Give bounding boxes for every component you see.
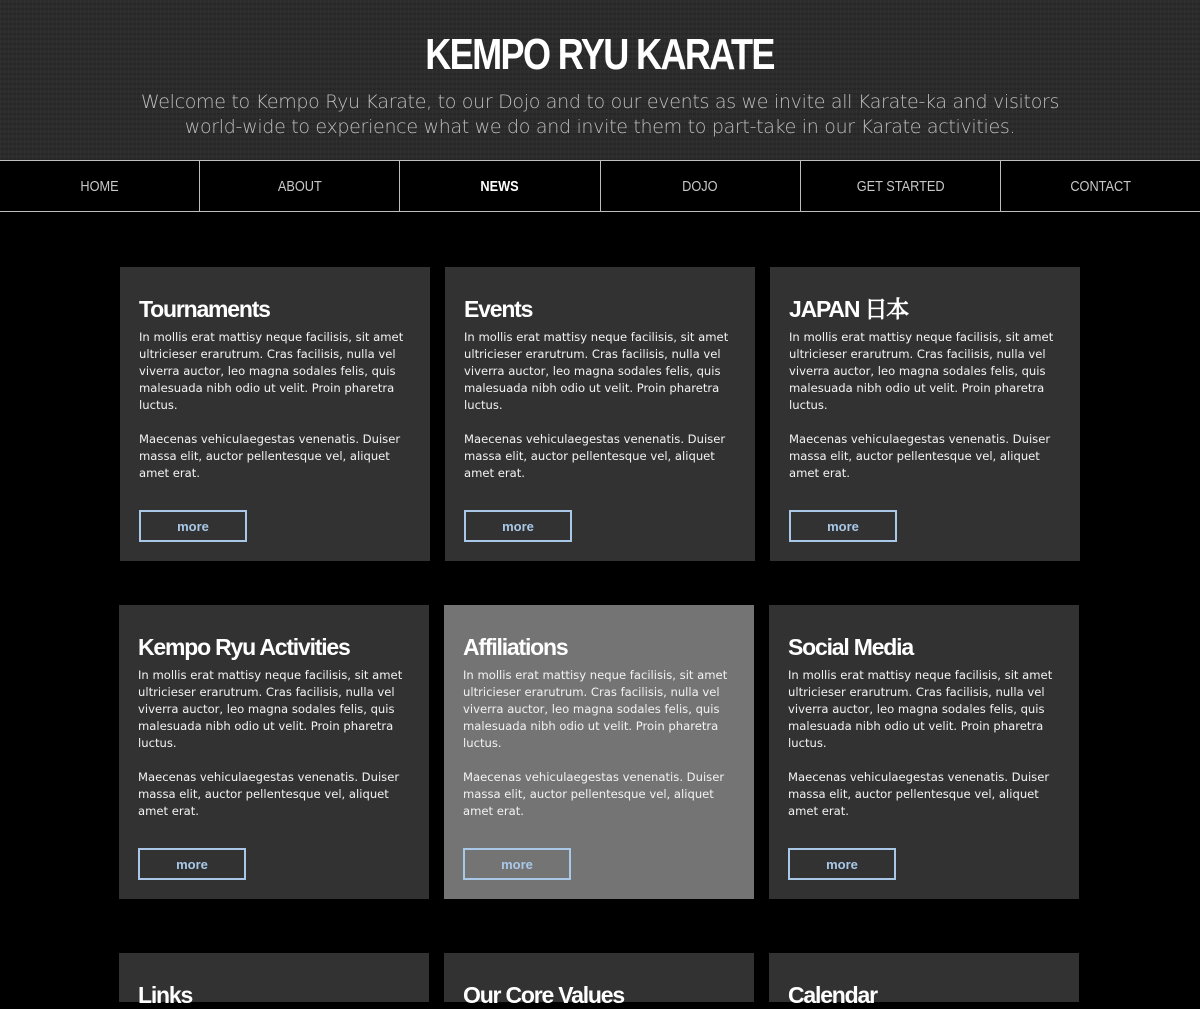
card-text: Maecenas vehiculaegestas venenatis. Duiser massa elit, auctor pellentesque vel, aliquet amet erat. xyxy=(789,432,1051,480)
card-title: Calendar xyxy=(788,982,877,1008)
nav-item-label: GET STARTED xyxy=(856,177,945,195)
nav-item-label: NEWS xyxy=(480,177,520,195)
card-text: In mollis erat mattisy neque facilisis, sit amet ultricieser erarutrum. Cras facilisis, nulla vel viverra auctor, leo magna sodales felis, quis malesuada nibh odio ut velit. Proin pharetra luctus. xyxy=(789,330,1054,412)
more-button[interactable]: more xyxy=(139,510,247,542)
main-nav xyxy=(0,160,1200,212)
card-grid xyxy=(0,212,1200,1008)
nav-item-label: CONTACT xyxy=(1070,177,1131,195)
card-links xyxy=(119,953,429,1008)
card-text: Maecenas vehiculaegestas venenatis. Duiser massa elit, auctor pellentesque vel, aliquet amet erat. xyxy=(138,770,400,818)
nav-item-news[interactable] xyxy=(400,161,600,211)
card-text: Maecenas vehiculaegestas venenatis. Duiser massa elit, auctor pellentesque vel, aliquet amet erat. xyxy=(463,770,725,818)
card-title: Links xyxy=(138,982,193,1008)
card-tournaments xyxy=(120,267,430,561)
nav-item-label: ABOUT xyxy=(277,177,322,195)
more-button[interactable]: more xyxy=(463,848,571,880)
card-text: In mollis erat mattisy neque facilisis, sit amet ultricieser erarutrum. Cras facilisis, nulla vel viverra auctor, leo magna sodales felis, quis malesuada nibh odio ut velit. Proin pharetra luctus. xyxy=(464,330,729,412)
nav-item-label: DOJO xyxy=(682,177,718,195)
card-text: In mollis erat mattisy neque facilisis, sit amet ultricieser erarutrum. Cras facilisis, nulla vel viverra auctor, leo magna sodales felis, quis malesuada nibh odio ut velit. Proin pharetra luctus. xyxy=(463,668,728,750)
card-title: JAPAN 日本 xyxy=(789,296,909,322)
site-title: KEMPO RYU KARATE xyxy=(425,30,775,79)
nav-item-dojo[interactable] xyxy=(601,161,801,211)
card-text: Maecenas vehiculaegestas venenatis. Duiser massa elit, auctor pellentesque vel, aliquet amet erat. xyxy=(788,770,1050,818)
site-tagline: Welcome to Kempo Ryu Karate, to our Dojo and to our events as we invite all Karate-ka and visitors world-wide to experience what we do and invite them to part-take in our Karate activities. xyxy=(140,91,1060,138)
nav-item-home[interactable] xyxy=(0,161,200,211)
card-social-media xyxy=(769,605,1079,899)
card-our-core-values xyxy=(444,953,754,1008)
card-title: Tournaments xyxy=(139,296,270,322)
card-affiliations xyxy=(444,605,754,899)
card-kempo-ryu-activities xyxy=(119,605,429,899)
card-title: Affiliations xyxy=(463,634,568,660)
nav-item-get-started[interactable] xyxy=(801,161,1001,211)
more-button[interactable]: more xyxy=(464,510,572,542)
card-text: In mollis erat mattisy neque facilisis, sit amet ultricieser erarutrum. Cras facilisis, nulla vel viverra auctor, leo magna sodales felis, quis malesuada nibh odio ut velit. Proin pharetra luctus. xyxy=(138,668,403,750)
card-text: In mollis erat mattisy neque facilisis, sit amet ultricieser erarutrum. Cras facilisis, nulla vel viverra auctor, leo magna sodales felis, quis malesuada nibh odio ut velit. Proin pharetra luctus. xyxy=(788,668,1053,750)
nav-item-contact[interactable] xyxy=(1001,161,1200,211)
card-title: Our Core Values xyxy=(463,982,624,1008)
nav-item-about[interactable] xyxy=(200,161,400,211)
card-japan xyxy=(770,267,1080,561)
card-title: Events xyxy=(464,296,533,322)
more-button[interactable]: more xyxy=(789,510,897,542)
more-button[interactable]: more xyxy=(138,848,246,880)
nav-item-label: HOME xyxy=(80,177,119,195)
card-events xyxy=(445,267,755,561)
card-title: Social Media xyxy=(788,634,913,660)
card-text: Maecenas vehiculaegestas venenatis. Duiser massa elit, auctor pellentesque vel, aliquet amet erat. xyxy=(464,432,726,480)
site-header xyxy=(0,0,1200,160)
more-button[interactable]: more xyxy=(788,848,896,880)
card-text: In mollis erat mattisy neque facilisis, sit amet ultricieser erarutrum. Cras facilisis, nulla vel viverra auctor, leo magna sodales felis, quis malesuada nibh odio ut velit. Proin pharetra luctus. xyxy=(139,330,404,412)
card-title: Kempo Ryu Activities xyxy=(138,634,350,660)
card-calendar xyxy=(769,953,1079,1008)
card-text: Maecenas vehiculaegestas venenatis. Duiser massa elit, auctor pellentesque vel, aliquet amet erat. xyxy=(139,432,401,480)
